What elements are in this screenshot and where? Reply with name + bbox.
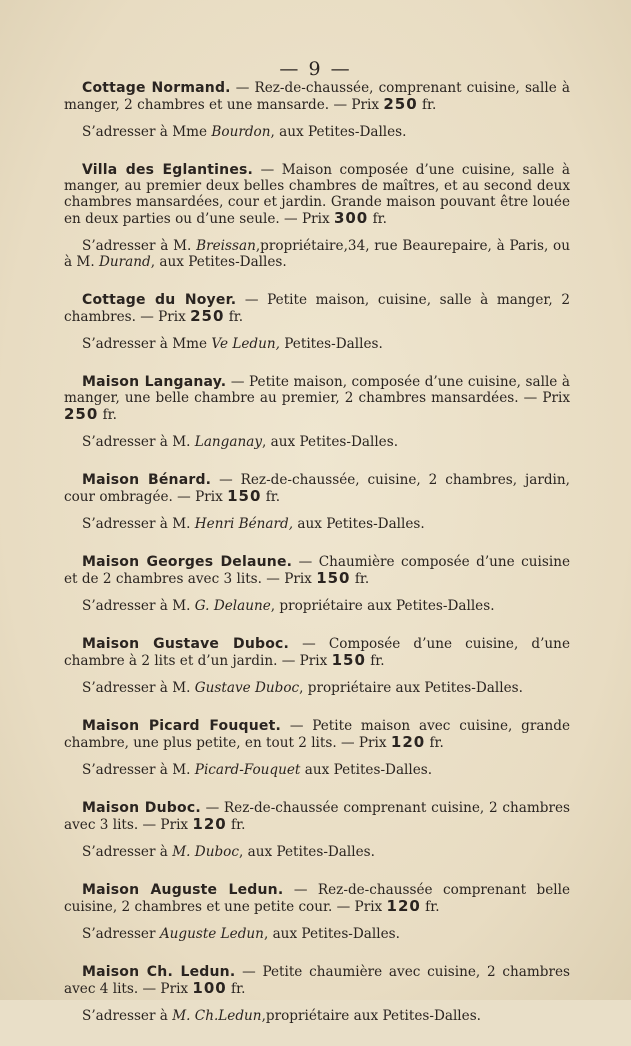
listing-contact: S’adresser à M. Langanay, aux Petites-Dalles.	[82, 434, 399, 450]
listing-name: Cottage Normand.	[82, 80, 231, 96]
contact-person: Bourdon	[211, 124, 271, 140]
listing: Maison Bénard. — Rez-de-chaussée, cuisine, 2 chambres, jardin, cour ombragée. — Prix 150 fr. S’adresser à M. Henri Bénard, aux Petites-Dalles.	[64, 472, 570, 532]
listing: Maison Georges Delaune. — Chaumière composée d’une cuisine et de 2 chambres avec 3 lits. — Prix 150 fr. S’adresser à M. G. Delaune, propriétaire aux Petites-Dalles.	[64, 554, 570, 614]
listing-name: Maison Picard Fouquet.	[82, 718, 282, 734]
listing-description: — Chaumière composée d’une cuisine et de 2 chambres avec 3 lits. — Prix	[64, 554, 570, 587]
listing-contact: S’adresser à M. Ch.Ledun,propriétaire aux Petites-Dalles.	[82, 1008, 481, 1024]
listing-name: Cottage du Noyer.	[82, 292, 237, 308]
listing-contact: S’adresser à Mme Ve Ledun, Petites-Dalles.	[82, 336, 383, 352]
contact-person: M. Ch.Ledun	[172, 1008, 262, 1024]
listing-contact: S’adresser à M. Breissan,propriétaire,34, rue Beaurepaire, à Paris, ou à M. Durand, aux Petites-Dalles.	[64, 238, 570, 270]
listing-price: 120	[390, 733, 426, 751]
contact-person: Auguste Ledun	[159, 926, 264, 942]
listing: Maison Duboc. — Rez-de-chaussée comprenant cuisine, 2 chambres avec 3 lits. — Prix 120 fr. S’adresser à M. Duboc, aux Petites-Dalles.	[64, 800, 570, 860]
listing-description: — Petite maison avec cuisine, grande chambre, une plus petite, en tout 2 lits. — Prix	[64, 718, 570, 751]
listing-name: Maison Bénard.	[82, 472, 212, 488]
listing-name: Maison Auguste Ledun.	[82, 882, 284, 898]
listing-price: 150	[331, 651, 366, 669]
listing-price: 150	[227, 487, 262, 505]
listing-name: Maison Gustave Duboc.	[82, 636, 290, 652]
listing-description: — Rez-de-chaussée comprenant belle cuisine, 2 chambres et une petite cour. — Prix	[64, 882, 570, 915]
listing-price: 250	[190, 307, 225, 325]
page-number: — 9 —	[279, 58, 352, 80]
listing-description: — Petite maison, composée d’une cuisine, salle à manger, une belle chambre au premier, 2 chambres mansardées. — Prix	[64, 374, 570, 406]
contact-person: Picard-Fouquet	[194, 762, 301, 778]
listing: Maison Auguste Ledun. — Rez-de-chaussée comprenant belle cuisine, 2 chambres et une petite cour. — Prix 120 fr. S’adresser Auguste Ledun, aux Petites-Dalles.	[64, 882, 570, 942]
listing-price: 120	[386, 897, 421, 915]
listing: Maison Langanay. — Petite maison, composée d’une cuisine, salle à manger, une belle chambre au premier, 2 chambres mansardées. — Prix 250 fr. S’adresser à M. Langanay, aux Petites-Dalles.	[64, 374, 570, 450]
listing-name: Maison Langanay.	[82, 374, 227, 390]
listing: Maison Picard Fouquet. — Petite maison avec cuisine, grande chambre, une plus petite, en tout 2 lits. — Prix 120 fr. S’adresser à M. Picard-Fouquet aux Petites-Dalles.	[64, 718, 570, 778]
contact-person: Gustave Duboc	[194, 680, 300, 696]
contact-person: G. Delaune	[194, 598, 271, 614]
listing-contact: S’adresser à Mme Bourdon, aux Petites-Dalles.	[82, 124, 407, 140]
contact-person: M. Duboc	[172, 844, 239, 860]
listing-name: Maison Georges Delaune.	[82, 554, 293, 570]
listing-contact: S’adresser Auguste Ledun, aux Petites-Dalles.	[82, 926, 400, 942]
listing-contact: S’adresser à M. Duboc, aux Petites-Dalles.	[82, 844, 375, 860]
contact-person: Ve Ledun,	[211, 336, 280, 352]
contact-person: Henri Bénard,	[194, 516, 294, 532]
listing-description: — Rez-de-chaussée, cuisine, 2 chambres, jardin, cour ombragée. — Prix	[64, 472, 570, 505]
listings	[64, 80, 570, 1046]
listing-contact: S’adresser à M. Picard-Fouquet aux Petites-Dalles.	[82, 762, 433, 778]
contact-person: Breissan	[196, 238, 256, 254]
listing: Cottage du Noyer. — Petite maison, cuisine, salle à manger, 2 chambres. — Prix 250 fr. S’adresser à Mme Ve Ledun, Petites-Dalles.	[64, 292, 571, 352]
listing-contact: S’adresser à M. G. Delaune, propriétaire aux Petites-Dalles.	[82, 598, 495, 614]
contact-person: Durand	[99, 254, 151, 270]
listing-price: 120	[192, 815, 227, 833]
listing-price: 150	[316, 569, 351, 587]
listing-description: — Composée d’une cuisine, d’une chambre à 2 lits et d’un jardin. — Prix	[64, 636, 570, 669]
listing-description: — Rez-de-chaussée comprenant cuisine, 2 chambres avec 3 lits. — Prix	[64, 800, 570, 833]
listing: Maison Gustave Duboc. — Composée d’une cuisine, d’une chambre à 2 lits et d’un jardin. — Prix 150 fr. S’adresser à M. Gustave Duboc, propriétaire aux Petites-Dalles.	[64, 636, 570, 696]
listing-price: 250	[64, 405, 99, 423]
listing-description: — Petite chaumière avec cuisine, 2 chambres avec 4 lits. — Prix	[64, 964, 570, 997]
listing-price: 250	[383, 95, 418, 113]
listing: Maison Ch. Ledun. — Petite chaumière avec cuisine, 2 chambres avec 4 lits. — Prix 100 fr. S’adresser à M. Ch.Ledun,propriétaire aux Petites-Dalles.	[64, 964, 570, 1024]
listing-contact: S’adresser à M. Gustave Duboc, propriétaire aux Petites-Dalles.	[82, 680, 523, 696]
listing-description: — Maison composée d’une cuisine, salle à manger, au premier deux belles chambres de maîtres, et au second deux chambres mansardées, cour et jardin. Grande maison pouvant être louée en deux parties ou d’une seule. — Prix	[64, 162, 570, 227]
contact-person: Langanay	[194, 434, 263, 450]
listing-price: 100	[192, 979, 227, 997]
listing: Cottage Normand. — Rez-de-chaussée, comprenant cuisine, salle à manger, 2 chambres et une mansarde. — Prix 250 fr. S’adresser à Mme Bourdon, aux Petites-Dalles.	[64, 80, 570, 140]
listing-description: — Petite maison, cuisine, salle à manger, 2 chambres. — Prix	[64, 292, 571, 325]
listing-name: Maison Duboc.	[82, 800, 201, 816]
listing-description: — Rez-de-chaussée, comprenant cuisine, salle à manger, 2 chambres et une mansarde. — Prix	[64, 80, 570, 113]
listing-name: Villa des Eglantines.	[82, 162, 254, 178]
listing-contact: S’adresser à M. Henri Bénard, aux Petites-Dalles.	[82, 516, 425, 532]
listing: Villa des Eglantines. — Maison composée d’une cuisine, salle à manger, au premier deux belles chambres de maîtres, et au second deux chambres mansardées, cour et jardin. Grande maison pouvant être louée en deux parties ou d’une seule. — Prix 300 fr. S’adresser à M. Breissan,propriétaire,34, rue Beaurepaire, à Paris, ou à M. Durand, aux Petites-Dalles.	[64, 162, 570, 270]
listing-price: 300	[333, 209, 369, 227]
listing-name: Maison Ch. Ledun.	[82, 964, 236, 980]
